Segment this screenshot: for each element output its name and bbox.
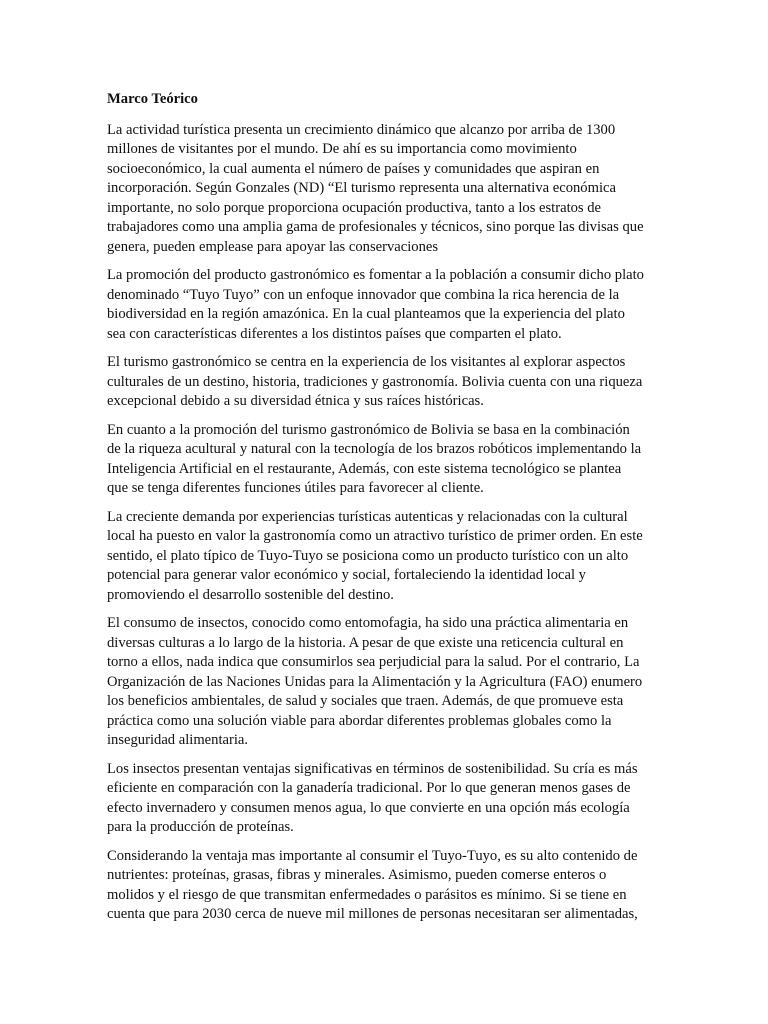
paragraph-line: denominado “Tuyo Tuyo” con un enfoque innovador que combina la rica herencia de la (107, 286, 620, 303)
paragraph-line: En cuanto a la promoción del turismo gastronómico de Bolivia se basa en la combinación (107, 421, 630, 438)
paragraph-line: promoviendo el desarrollo sostenible del destino. (107, 586, 394, 603)
paragraph-line: Los insectos presentan ventajas significativas en términos de sostenibilidad. Su cría es más (107, 760, 638, 777)
body-paragraph (107, 266, 663, 344)
paragraph-line: excepcional debido a su diversidad étnica y sus raíces históricas. (107, 393, 484, 409)
paragraph-line: La creciente demanda por experiencias turísticas autenticas y relacionadas con la cultural (107, 508, 628, 525)
paragraph-line: incorporación. Según Gonzales (ND) “El turismo representa una alternativa económica (107, 180, 616, 196)
paragraph-line: culturales de un destino, historia, tradiciones y gastronomía. Bolivia cuenta con una riqueza (107, 373, 643, 390)
paragraph-line: importante, no solo porque proporciona ocupación productiva, tanto a los estratos de (107, 199, 602, 216)
paragraph-line: eficiente en comparación con la ganadería tradicional. Por lo que generan menos gases de (107, 780, 631, 796)
paragraph-line: efecto invernadero y consumen menos agua, lo que convierte en una opción más ecología (107, 799, 630, 816)
paragraph-line: Organización de las Naciones Unidas para la Alimentación y la Agricultura (FAO) enumero (107, 673, 643, 690)
paragraph-line: práctica como una solución viable para abordar diferentes problemas globales como la (107, 712, 612, 729)
paragraph-line: diversas culturas a lo largo de la historia. A pesar de que existe una reticencia cultural en (107, 634, 624, 651)
paragraph-line: Inteligencia Artificial en el restaurante, Además, con este sistema tecnológico se plantea (107, 460, 622, 477)
paragraph-line: Considerando la ventaja mas importante al consumir el Tuyo-Tuyo, es su alto contenido de (107, 847, 638, 864)
document-body (107, 90, 663, 934)
paragraph-line: socioeconómico, la cual aumenta el número de países y comunidades que aspiran en (107, 160, 600, 177)
body-paragraph (107, 353, 663, 412)
body-paragraph (107, 508, 663, 606)
body-paragraph (107, 614, 663, 751)
paragraph-line: nutrientes: proteínas, grasas, fibras y minerales. Asimismo, pueden comerse enteros o (107, 867, 607, 883)
paragraph-line: biodiversidad en la región amazónica. En la cual planteamos que la experiencia del plato (107, 306, 625, 322)
paragraph-line: los beneficios ambientales, de salud y sociales que traen. Además, de que promueve esta (107, 693, 624, 709)
paragraph-line: genera, pueden emplease para apoyar las conservaciones (107, 238, 439, 255)
paragraph-line: para la producción de proteínas. (107, 819, 294, 835)
paragraph-line: trabajadores como una amplia gama de profesionales y técnicos, sino porque las divisas que (107, 219, 644, 235)
paragraph-line: que se tenga diferentes funciones útiles para favorecer al cliente. (107, 480, 484, 496)
section-title: Marco Teórico (107, 91, 198, 107)
paragraph-line: La actividad turística presenta un crecimiento dinámico que alcanzo por arriba de 1300 (107, 121, 616, 138)
paragraph-line: local ha puesto en valor la gastronomía como un atractivo turístico de primer orden. En este (107, 528, 643, 544)
body-paragraph (107, 847, 663, 925)
paragraph-line: sea con características diferentes a los distintos países que comparten el plato. (107, 325, 562, 342)
paragraph-line: potencial para generar valor económico y social, fortaleciendo la identidad local y (107, 567, 586, 583)
paragraph-line: El consumo de insectos, conocido como entomofagia, ha sido una práctica alimentaria en (107, 615, 629, 631)
paragraph-line: sentido, el plato típico de Tuyo-Tuyo se posiciona como un producto turístico con un alto (107, 547, 629, 564)
paragraph-line: inseguridad alimentaria. (107, 732, 249, 748)
paragraph-line: millones de visitantes por el mundo. De ahí es su importancia como movimiento (107, 141, 577, 157)
body-paragraph (107, 421, 663, 499)
paragraph-list (107, 121, 663, 925)
paragraph-line: La promoción del producto gastronómico es fomentar a la población a consumir dicho plato (107, 267, 644, 283)
paragraph-line: de la riqueza acultural y natural con la tecnología de los brazos robóticos implementando la (107, 441, 642, 457)
body-paragraph (107, 760, 663, 838)
paragraph-line: molidos y el riesgo de que transmitan enfermedades o parásitos es mínimo. Si se tiene en (107, 886, 627, 903)
paragraph-line: El turismo gastronómico se centra en la experiencia de los visitantes al explorar aspectos (107, 354, 626, 370)
paragraph-line: cuenta que para 2030 cerca de nueve mil millones de personas necesitaran ser alimentadas, (107, 906, 638, 922)
paragraph-line: torno a ellos, nada indica que consumirlos sea perjudicial para la salud. Por el contrario, La (107, 654, 640, 670)
body-paragraph (107, 121, 663, 258)
